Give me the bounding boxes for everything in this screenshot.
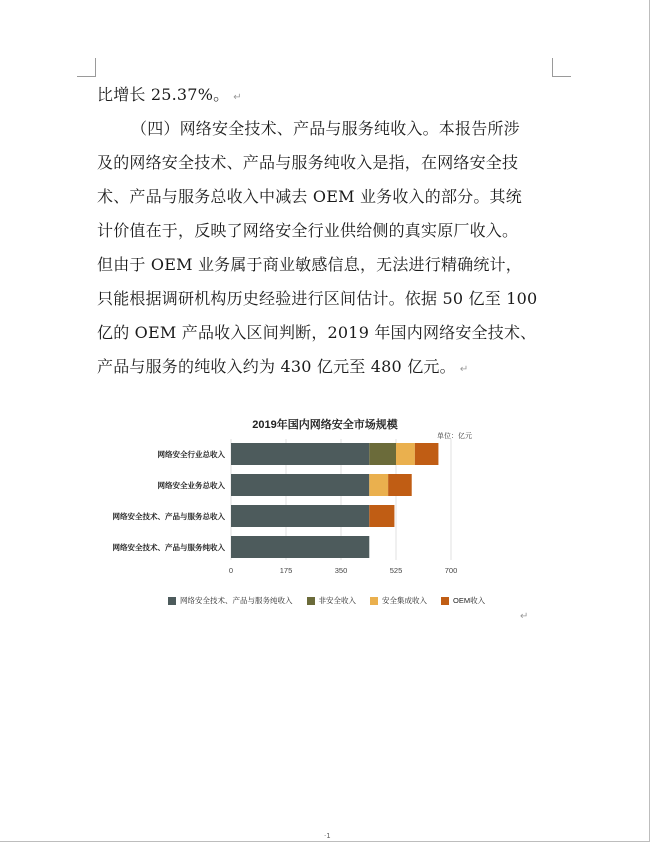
paragraph-mark-icon: ↵ (520, 611, 529, 622)
category-label: 网络安全技术、产品与服务总收入 (112, 512, 225, 521)
text-line: 术、产品与服务总收入中减去 OEM 业务收入的部分。其统 (97, 187, 522, 206)
text-line: 只能根据调研机构历史经验进行区间估计。依据 50 亿至 100 (97, 289, 538, 308)
x-tick-label: 350 (334, 566, 348, 575)
chart-legend (168, 595, 485, 606)
legend-item: 安全集成收入 (370, 595, 427, 606)
text-line: （四）网络安全技术、产品与服务纯收入。本报告所涉 (131, 119, 520, 138)
text-line: 比增长 25.37%。 ↵ (97, 85, 242, 104)
bar-segment (369, 443, 396, 465)
legend-swatch (441, 597, 449, 605)
text-line: 计价值在于，反映了网络安全行业供给侧的真实原厂收入。 (97, 221, 519, 240)
legend-swatch (307, 597, 315, 605)
legend-item: 非安全收入 (307, 595, 357, 606)
page-footer-mark: ·1 (324, 832, 331, 840)
x-tick-label: 0 (228, 566, 234, 575)
legend-swatch (370, 597, 378, 605)
x-tick-label: 525 (389, 566, 403, 575)
category-label: 网络安全行业总收入 (157, 450, 225, 459)
text-line: 但由于 OEM 业务属于商业敏感信息，无法进行精确统计， (97, 255, 522, 274)
bar-segment (369, 505, 394, 527)
paragraph-mark-icon: ↵ (459, 364, 469, 375)
bar-segment (231, 505, 369, 527)
x-tick-label: 700 (444, 566, 458, 575)
legend-swatch (168, 597, 176, 605)
bar-segment (231, 536, 369, 558)
text-line: 及的网络安全技术、产品与服务纯收入是指，在网络安全技 (97, 153, 519, 172)
bar-segment (388, 474, 412, 496)
chart-title: 2019年国内网络安全市场规模 (252, 419, 398, 431)
bar-segment (231, 474, 369, 496)
x-tick-label: 175 (279, 566, 293, 575)
category-label: 网络安全业务总收入 (157, 481, 225, 490)
bar-segment (369, 474, 388, 496)
text-line: 产品与服务的纯收入约为 430 亿元至 480 亿元。 ↵ (97, 357, 469, 376)
chart-unit: 单位：亿元 (437, 433, 472, 440)
bar-segment (396, 443, 415, 465)
text-line: 亿的 OEM 产品收入区间判断，2019 年国内网络安全技术、 (97, 323, 537, 342)
legend-item: 网络安全技术、产品与服务纯收入 (168, 595, 293, 606)
legend-item: OEM收入 (441, 595, 485, 606)
bar-segment (415, 443, 439, 465)
bar-segment (231, 443, 369, 465)
category-label: 网络安全技术、产品与服务纯收入 (112, 543, 225, 552)
paragraph-mark-icon: ↵ (233, 92, 242, 103)
